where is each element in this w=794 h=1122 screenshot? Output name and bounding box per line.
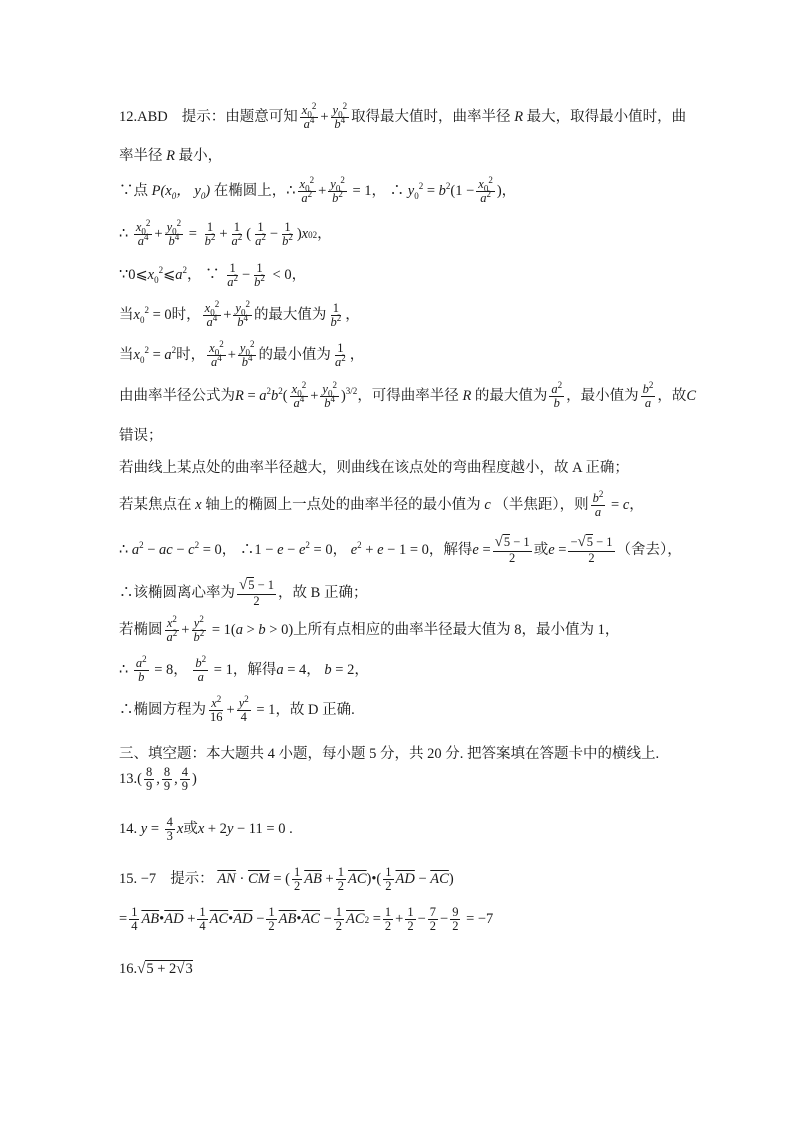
q12-line-5: $\because 0⩽x_0^2⩽a^2$， ∵ $\frac{1}{a^2}$ − $\frac{1}{b^2}$ < 0， (119, 261, 307, 290)
q12-line-1: 12.ABD 提示： 由题意可知 $\frac{x_0^2}{a^4}$ + $\frac{y_0^2}{b^4}$ 取得最大值时，曲率半径 R 最大，取得最小值时，曲 (119, 100, 687, 132)
q12-line-10: 若曲线上某点处的曲率半径越大，则曲线在该点处的弯曲程度越小，故 A 正确； (119, 460, 629, 476)
q12-line-7: 当 $x_0^2 = a^2$ 时， $\frac{x_0^2}{a^4}$ + $\frac{y_0^2}{b^4}$ 的最小值为 $\frac{1}{a^2}$ ， (119, 338, 365, 370)
q16-answer: 16. √ 5 + 2√3 (119, 960, 193, 977)
q12-line-9: 错误； (119, 428, 163, 444)
q12-line-14: 若椭圆 $\frac{x^2}{a^2}$ + $\frac{y^2}{b^2}$ = 1(a > b > 0) 上所有点相应的曲率半径最大值为 8，最小值为 1， (119, 613, 620, 645)
formula: $\frac{x_0^2}{a^4}$ (301, 100, 317, 132)
q12-line-12: ∴ $a^2$ − ac − $c^2 = 0$， ∴1 − $e - e^2 = 0$， $e^2 + e - 1 = 0$ ，解得 e = $\frac{√5 - 1}{2}$ 或 e = $\frac{-√5 - 1}{2}$ （舍去）， (119, 534, 682, 565)
q15-derivation: = $\frac{1}{4}$ $\overline{AB}$ • $\overline{AD}$ + $\frac{1}{4}$ $\overline{AC}$ • $\overline{AD}$ − $\frac{1}{2}$ $\overline{AB}$ • $\overline{AC}$ − $\frac{1}{2}$ $\overline{AC}$ 2 = $\frac{1}{2}$ + $\frac{1}{2}$ − $\frac{7}{2}$ − $\frac{9}{2}$ = −7 (119, 905, 494, 934)
q12-line-11: 若某焦点在 x 轴上的椭圆上一点处的曲率半径的最小值为 c （半焦距），则 $\frac{b^2}{a}$ = c， (119, 488, 644, 520)
section-3-heading: 三、填空题：本大题共 4 小题，每小题 5 分，共 20 分. 把答案填在答题卡中的横线上. (119, 746, 660, 762)
q12-line-8: 由曲率半径公式为 $R = a^2b^2$( $\frac{x_0^2}{a^4}$ + $\frac{y_0^2}{b^4}$ )$^{3/2}$ ，可得曲率半径 R 的最大值为 $\frac{a^2}{b}$ ，最小值为 $\frac{b^2}{a}$ ，故 C (119, 379, 697, 411)
q14-answer: 14. y = $\frac{4}{3}$ x 或 x + 2y − 11 = 0 . (119, 815, 293, 844)
q12-hint-label: 提示： (181, 109, 226, 126)
q12-line-3: ∵点 $P(x_0$， $y_0$) 在椭圆上， ∴ $\frac{x_0^2}{a^2}$ + $\frac{y_0^2}{b^2}$ = 1， ∴ $y_0^2 = b^2(1$ − $\frac{x_0^2}{a^2}$ )， (119, 174, 517, 206)
q12-line-13: ∴该椭圆离心率为 $\frac{√5 - 1}{2}$ ，故 B 正确； (119, 577, 368, 608)
q12-number: 12.ABD (119, 109, 168, 126)
q15-answer: 15. −7 提示： $\overline{AN} \cdot \overline{CM}$ = ( $\frac{1}{2}$ $\overline{AB}$ + $\frac{1}{2}$ $\overline{AC}$ )•( $\frac{1}{2}$ $\overline{AD}$ − $\overline{AC}$ ) (119, 865, 454, 894)
q12-line-16: ∴椭圆方程为 $\frac{x^2}{16}$ + $\frac{y^2}{4}$ = 1 ，故 D 正确. (119, 693, 355, 725)
formula: $P(x_0$， $y_0$) (148, 183, 214, 202)
q12-line-2: 率半径 R 最小， (119, 148, 223, 164)
q13-answer: 13. ( $\frac{8}{9}$ , $\frac{8}{9}$ , $\frac{4}{9}$ ) (119, 765, 197, 794)
q12-line-15: ∴ $\frac{a^2}{b}$ = 8， $\frac{b^2}{a}$ = 1 ，解得 a = 4， b = 2， (119, 653, 369, 685)
q12-line-4: ∴ $\frac{x_0^2}{a^4}$ + $\frac{y_0^2}{b^4}$ = $\frac{1}{b^2}$ + $\frac{1}{a^2}$ ( $\frac{1}{a^2}$ − $\frac{1}{b^2}$ ) x 0 2 ， (119, 217, 332, 249)
q12-line-6: 当 $x_0^2 = 0$ 时， $\frac{x_0^2}{a^4}$ + $\frac{y_0^2}{b^4}$ 的最大值为 $\frac{1}{b^2}$ ， (119, 298, 360, 330)
